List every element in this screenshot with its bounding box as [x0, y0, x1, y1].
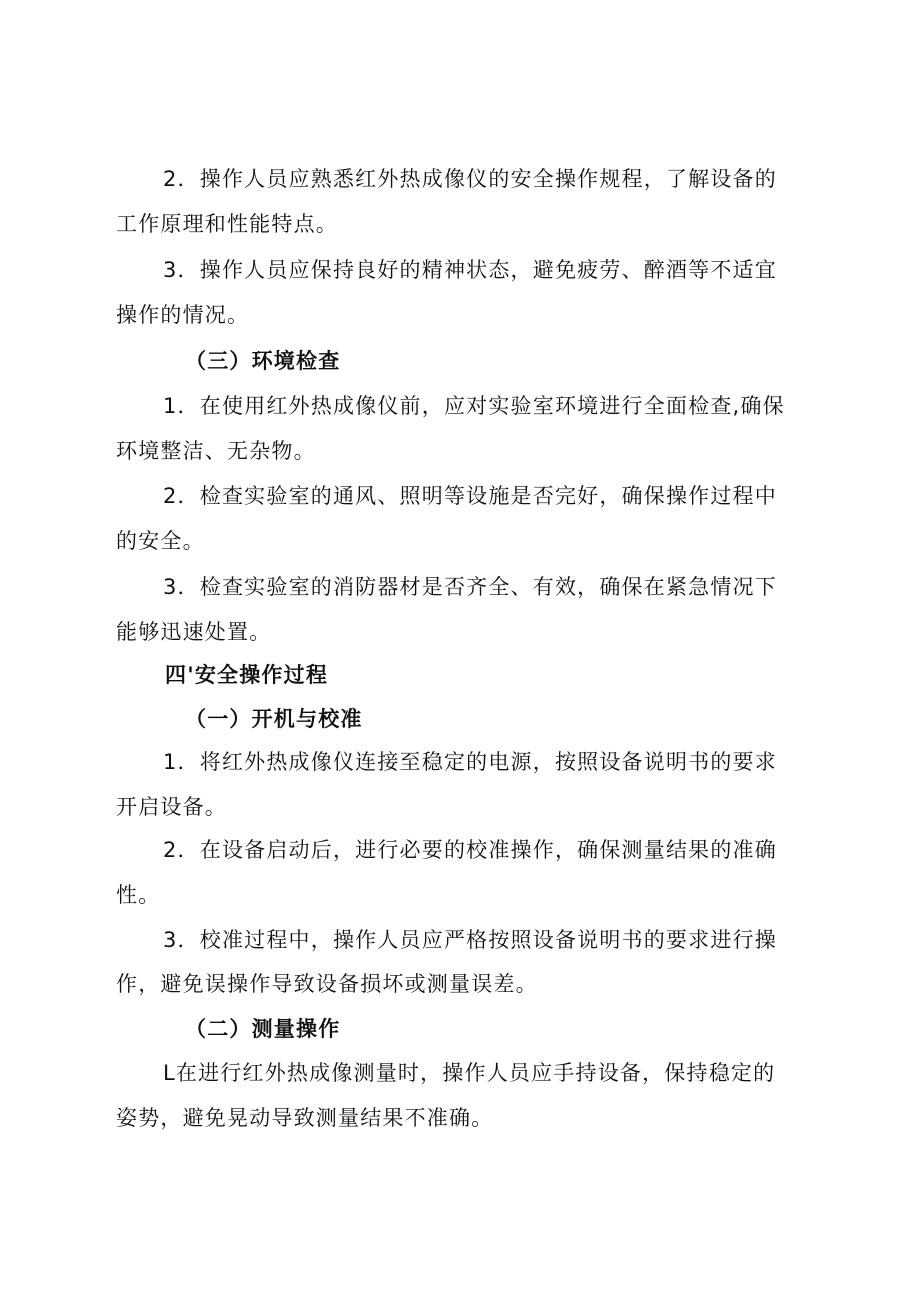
paragraph-line: 姿势，避免晃动导致测量结果不准确。: [116, 1106, 494, 1130]
section-heading: 四'安全操作过程: [165, 663, 329, 687]
paragraph-line: 2．在设备启动后，进行必要的校准操作，确保测量结果的准确: [163, 838, 777, 862]
paragraph-line: 开启设备。: [116, 795, 227, 819]
section-heading: （三）环境检查: [185, 349, 341, 373]
paragraph-line: 工作原理和性能特点。: [116, 212, 338, 236]
paragraph-line: 操作的情况。: [116, 303, 250, 327]
paragraph-line: 作，避免误操作导致设备损坏或测量误差。: [116, 972, 538, 996]
section-heading: （二）测量操作: [185, 1017, 341, 1041]
paragraph-line: 环境整洁、无杂物。: [116, 439, 316, 463]
paragraph-line: 2．操作人员应熟悉红外热成像仪的安全操作规程，了解设备的: [163, 167, 777, 191]
paragraph-line: L在进行红外热成像测量时，操作人员应手持设备，保持稳定的: [163, 1061, 776, 1085]
paragraph-line: 3．校准过程中，操作人员应严格按照设备说明书的要求进行操: [163, 928, 777, 952]
paragraph-line: 的安全。: [116, 529, 205, 553]
paragraph-line: 1．将红外热成像仪连接至稳定的电源，按照设备说明书的要求: [163, 750, 777, 774]
paragraph-line: 2．检查实验室的通风、照明等设施是否完好，确保操作过程中: [163, 484, 777, 508]
paragraph-line: 性。: [116, 883, 161, 907]
paragraph-line: 3．检查实验室的消防器材是否齐全、有效，确保在紧急情况下: [163, 575, 777, 599]
paragraph-line: 能够迅速处置。: [116, 620, 272, 644]
paragraph-line: 1．在使用红外热成像仪前，应对实验室环境进行全面检查,确保: [163, 394, 785, 418]
paragraph-line: 3．操作人员应保持良好的精神状态，避免疲劳、醉酒等不适宜: [163, 258, 777, 282]
section-heading: （一）开机与校准: [185, 707, 363, 731]
